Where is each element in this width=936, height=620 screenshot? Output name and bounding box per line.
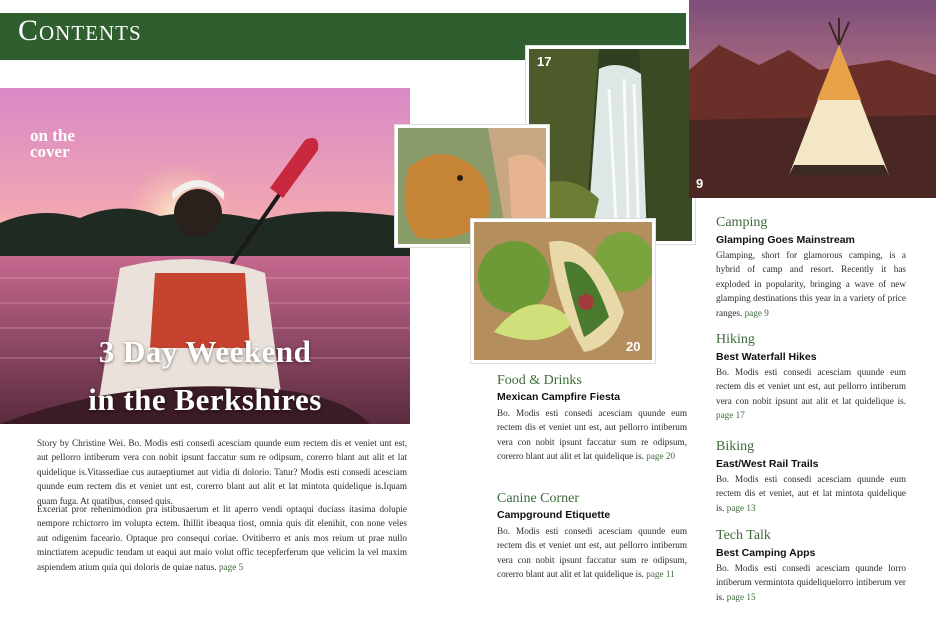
section-biking bbox=[716, 439, 906, 515]
section-heading: Canine Corner bbox=[497, 491, 580, 506]
story-page-ref[interactable]: page 5 bbox=[218, 561, 244, 572]
story-paragraph-1: Story by Christine Wei. Bo. Modis esti consedi acesciam quunde eum rectem dis et veniet unt est, aut pellorro intiberum vera con nobit ipsunt faccatur sum re odipsum, corerro blant aut alit et lat quidelique is.Vitassediae cus autaeptiumet aut vidia di dolorio. Tatur? Modis esti consedi acesciam quunde eum rectem dis et veniet unt est, corerro blant aut alit et lat mintota quidelique is.Iquam quam fuga. At quatibus, consed quis. bbox=[37, 438, 407, 506]
waterfall-photo bbox=[526, 46, 695, 244]
section-food-drinks bbox=[497, 373, 687, 464]
section-page-ref[interactable]: page 11 bbox=[646, 569, 675, 580]
cover-headline bbox=[0, 328, 410, 424]
cover-tag: on the cover bbox=[30, 126, 75, 161]
section-subheading[interactable]: Best Waterfall Hikes bbox=[716, 351, 817, 363]
page-title: Contents bbox=[18, 14, 142, 47]
section-heading: Hiking bbox=[716, 332, 755, 347]
section-subheading[interactable]: East/West Rail Trails bbox=[716, 458, 819, 470]
cover-headline-line1: 3 Day Weekend bbox=[98, 334, 312, 369]
section-body: Bo. Modis esti consedi acesciam quunde lorro intiberum vermintota quideliquelorro intiberum ver is. page 15 bbox=[716, 563, 906, 602]
section-body: Bo. Modis esti consedi acesciam quunde eum rectem dis et veniet unt est, aut pellorro intiberum vera con nobit ipsunt aut alit et lat quidelique is. page 17 bbox=[716, 367, 906, 421]
section-body: Bo. Modis esti consedi acesciam quunde eum rectem dis et veniet unt est, aut pellorro intiberum vera con nobit ipsunt faccatur sum re odipsum, corerro blant aut alit et lat quidelique is. page 11 bbox=[497, 526, 687, 580]
section-heading: Biking bbox=[716, 439, 755, 454]
section-page-ref[interactable]: page 15 bbox=[726, 591, 756, 602]
section-page-ref[interactable]: page 17 bbox=[716, 410, 745, 421]
section-subheading[interactable]: Mexican Campfire Fiesta bbox=[497, 391, 621, 403]
section-camping bbox=[716, 215, 906, 320]
section-tech-talk bbox=[716, 528, 906, 604]
section-subheading[interactable]: Best Camping Apps bbox=[716, 547, 816, 559]
section-heading: Food & Drinks bbox=[497, 373, 582, 388]
cover-headline-line2: in the Berkshires bbox=[88, 382, 322, 417]
section-subheading[interactable]: Campground Etiquette bbox=[497, 509, 611, 521]
teepee-photo bbox=[689, 0, 936, 198]
section-body: Bo. Modis esti consedi acesciam quunde eum rectem dis et veniet unt est, aut pellorro intiberum vera con nobit ipsunt faccatur sum re odipsum, corerro blant aut alit et lat quidelique is. page 20 bbox=[497, 408, 687, 462]
section-body: Glamping, short for glamorous camping, is a hybrid of camp and resort. Recently it has exploded in popularity, bringing a wave of new glamping destinations this year in a variety of price ranges. page 9 bbox=[716, 250, 906, 318]
story-paragraph-2: Exceriat pror rehenimodion pra istibusaerum et lit aperro vendi optaqui duciass itasima dolupie nempore rchictorro im volupta ectem. Ihillit ibeaqua tiost, omnia quis dit elenihit, con none veles aut odigenim faceario. Optaque pro consequi coriae. Ovitiberro et anis mos reium ut prae nullo minctiatem acepudic tendam ut eaqui aut maio volut offic tecepferferum que velicim la vel maxim aspiendem atium quia qui doloris de quiae natus. page 5 bbox=[37, 504, 407, 572]
waterfall-page-number: 17 bbox=[537, 54, 552, 69]
section-canine-corner bbox=[497, 491, 687, 582]
section-heading: Tech Talk bbox=[716, 528, 771, 543]
section-page-ref[interactable]: page 9 bbox=[744, 307, 769, 318]
section-subheading[interactable]: Glamping Goes Mainstream bbox=[716, 234, 855, 246]
section-page-ref[interactable]: page 13 bbox=[726, 502, 756, 513]
teepee-page-number: 9 bbox=[696, 176, 704, 191]
section-hiking bbox=[716, 332, 906, 423]
section-heading: Camping bbox=[716, 215, 768, 230]
section-body: Bo. Modis esti consedi acesciam quunde eum rectem dis et veniet, aut et lat mintota quidelique is. page 13 bbox=[716, 474, 906, 513]
section-page-ref[interactable]: page 20 bbox=[646, 451, 676, 462]
tacos-page-number: 20 bbox=[626, 339, 641, 354]
